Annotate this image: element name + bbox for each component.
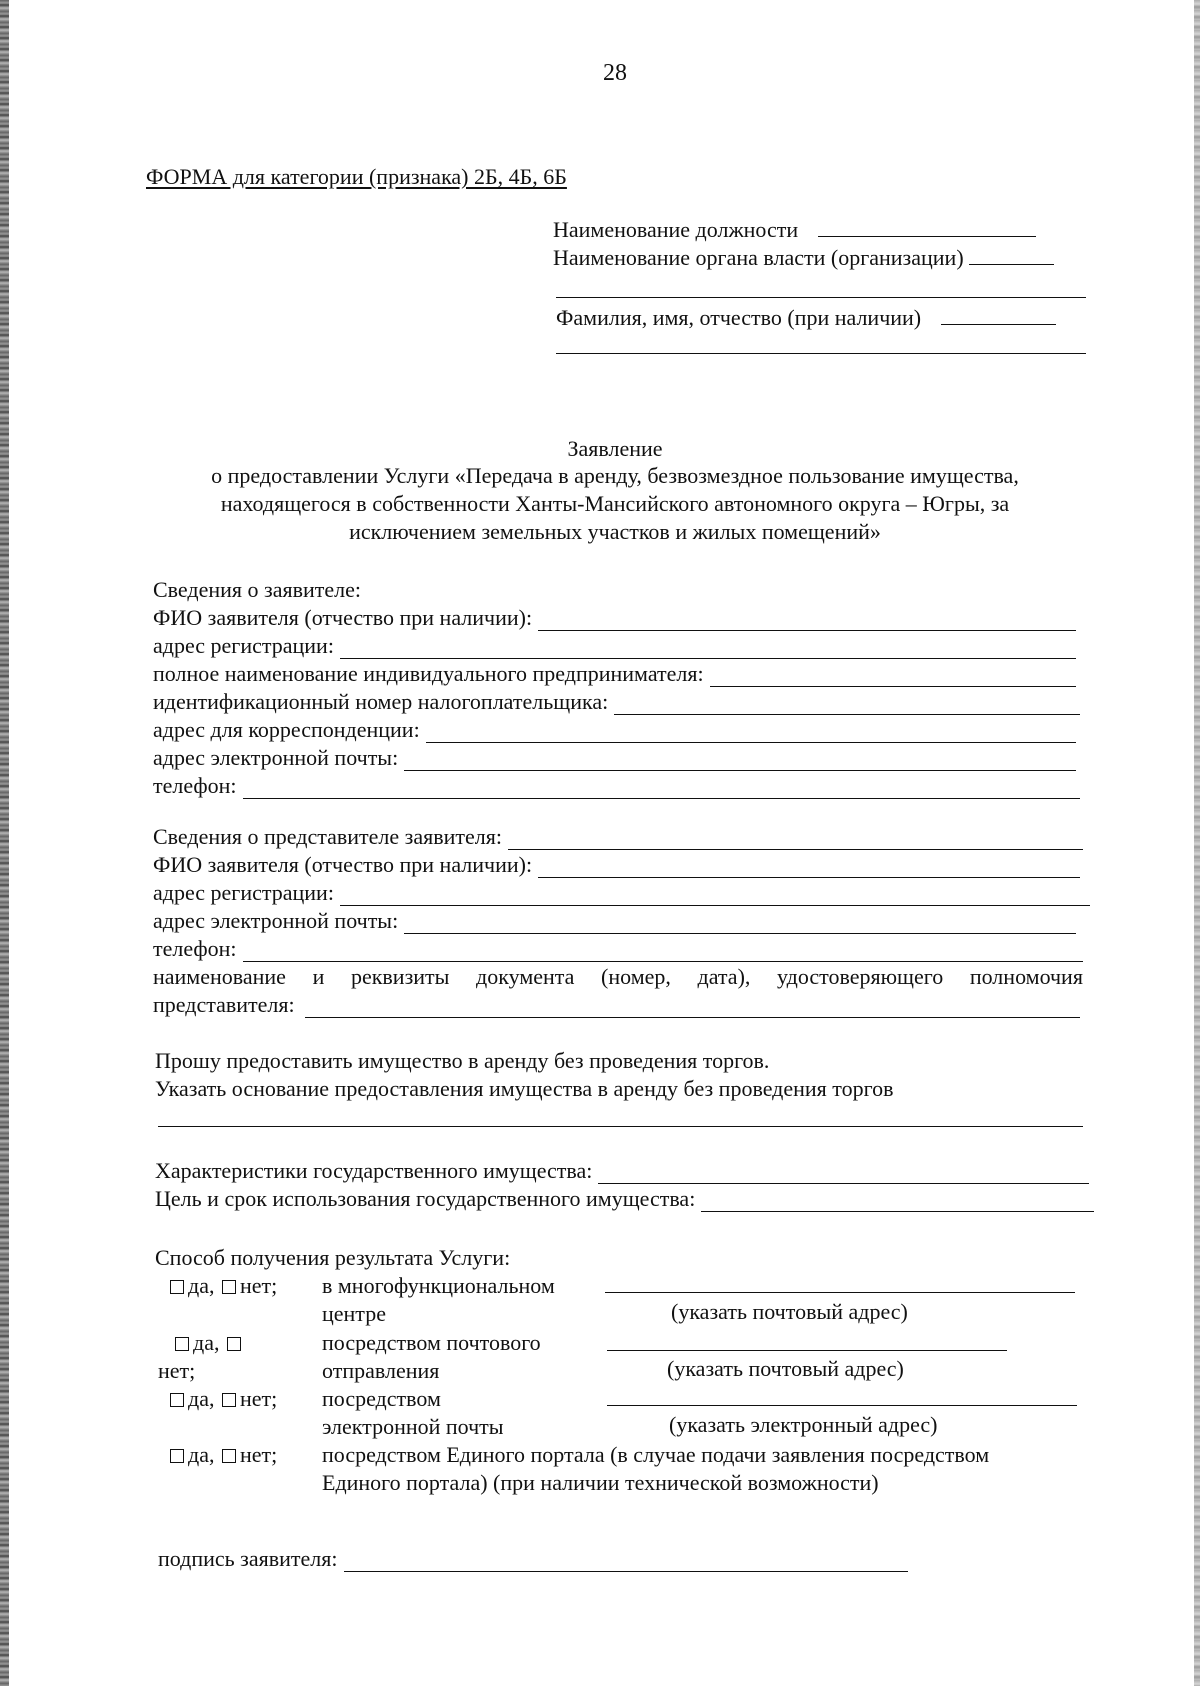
fio-label: Фамилия, имя, отчество (при наличии) (556, 305, 922, 330)
rep-doc-word: и (312, 964, 325, 989)
fio-field[interactable] (941, 304, 1056, 325)
opt3-line1: посредством (322, 1386, 441, 1411)
yes-label: да, (193, 1330, 220, 1355)
rep-reg-field[interactable] (340, 885, 1090, 906)
yes-label: да, (188, 1442, 215, 1467)
opt3-email-field[interactable] (607, 1405, 1077, 1406)
rep-doc-field[interactable] (305, 997, 1080, 1018)
opt3-hint: (указать электронный адрес) (669, 1412, 938, 1437)
request-basis-field[interactable] (158, 1126, 1083, 1127)
rep-doc-word: удостоверяющего (777, 964, 944, 989)
applicant-section-label: Сведения о заявителе: (153, 577, 362, 602)
authority-field[interactable] (969, 244, 1054, 265)
doc-subject-line3: исключением земельных участков и жилых помещений» (349, 519, 881, 544)
property-purpose-label: Цель и срок использования государственного имущества: (155, 1186, 696, 1211)
rep-phone-row (153, 936, 1083, 962)
opt4-yes-checkbox[interactable] (170, 1449, 184, 1463)
rep-phone-label: телефон: (153, 936, 237, 961)
fio-row (556, 304, 1056, 331)
applicant-ip-row (153, 661, 1076, 687)
rep-doc-label: представителя: (153, 992, 295, 1017)
applicant-phone-field[interactable] (243, 778, 1080, 799)
signature-row (158, 1546, 908, 1572)
authority-row (553, 244, 1054, 271)
opt2-line2: отправления (322, 1358, 440, 1383)
applicant-reg-field[interactable] (340, 638, 1076, 659)
authority-field-line2[interactable] (556, 297, 1086, 298)
opt2-no-label: нет; (158, 1358, 196, 1383)
opt2-yes-checkbox[interactable] (175, 1337, 189, 1351)
opt3-no-checkbox[interactable] (222, 1393, 236, 1407)
applicant-ip-label: полное наименование индивидуального предпринимателя: (153, 661, 704, 686)
applicant-phone-label: телефон: (153, 773, 237, 798)
no-label: нет; (239, 1273, 278, 1298)
opt1-choice (170, 1273, 277, 1299)
position-row (553, 216, 1036, 243)
property-purpose-row (155, 1186, 1094, 1212)
opt1-yes-checkbox[interactable] (170, 1280, 184, 1294)
applicant-inn-row (153, 689, 1080, 715)
applicant-corr-row (153, 717, 1076, 743)
form-category: ФОРМА для категории (признака) 2Б, 4Б, 6Б (146, 164, 567, 189)
page-number: 28 (603, 60, 627, 86)
opt1-hint: (указать почтовый адрес) (671, 1299, 908, 1324)
applicant-email-label: адрес электронной почты: (153, 745, 399, 770)
applicant-ip-field[interactable] (710, 666, 1076, 687)
rep-doc-word: (номер, (601, 964, 671, 989)
applicant-reg-row (153, 633, 1076, 659)
rep-doc-word: реквизиты (350, 964, 450, 989)
doc-subject-line1: о предоставлении Услуги «Передача в аренду, безвозмездное пользование имущества, (211, 463, 1019, 488)
applicant-email-row (153, 745, 1076, 771)
doc-heading: Заявление (567, 436, 663, 461)
opt1-line2: центре (322, 1301, 386, 1326)
doc-subject-line2: находящегося в собственности Ханты-Мансийского автономного округа – Югры, за (220, 491, 1010, 516)
rep-section-label: Сведения о представителе заявителя: (153, 824, 502, 849)
opt4-no-checkbox[interactable] (222, 1449, 236, 1463)
opt1-address-field[interactable] (605, 1292, 1075, 1293)
request-line2: Указать основание предоставления имущества в аренду без проведения торгов (155, 1076, 894, 1101)
opt3-line2: электронной почты (322, 1414, 504, 1439)
rep-email-row (153, 908, 1076, 934)
rep-doc-word: наименование (153, 964, 286, 989)
opt2-hint: (указать почтовый адрес) (667, 1356, 904, 1381)
fio-field-line2[interactable] (556, 353, 1086, 354)
position-field[interactable] (818, 216, 1036, 237)
property-purpose-field[interactable] (701, 1191, 1094, 1212)
yes-label: да, (188, 1386, 215, 1411)
rep-email-label: адрес электронной почты: (153, 908, 399, 933)
opt2-choice-line1 (175, 1330, 245, 1356)
rep-fio-label: ФИО заявителя (отчество при наличии): (153, 852, 533, 877)
applicant-reg-label: адрес регистрации: (153, 633, 334, 658)
applicant-inn-field[interactable] (614, 694, 1080, 715)
rep-doc-word: документа (476, 964, 575, 989)
applicant-fio-field[interactable] (538, 610, 1076, 631)
rep-doc-row (153, 992, 1080, 1018)
rep-fio-field[interactable] (538, 857, 1080, 878)
scan-left-edge (0, 0, 9, 1686)
opt2-address-field[interactable] (607, 1350, 1007, 1351)
opt1-no-checkbox[interactable] (222, 1280, 236, 1294)
no-label: нет; (239, 1442, 278, 1467)
opt3-yes-checkbox[interactable] (170, 1393, 184, 1407)
request-line1: Прошу предоставить имущество в аренду без проведения торгов. (155, 1048, 770, 1073)
signature-field[interactable] (344, 1551, 908, 1572)
opt2-line1: посредством почтового (322, 1330, 541, 1355)
rep-reg-row (153, 880, 1090, 906)
rep-email-field[interactable] (404, 913, 1076, 934)
opt4-choice (170, 1442, 277, 1468)
rep-reg-label: адрес регистрации: (153, 880, 334, 905)
opt2-no-checkbox[interactable] (227, 1337, 241, 1351)
applicant-email-field[interactable] (404, 750, 1076, 771)
property-char-row (155, 1158, 1089, 1184)
rep-fio-row (153, 852, 1080, 878)
authority-label: Наименование органа власти (организации) (553, 245, 964, 270)
opt4-line1: посредством Единого портала (в случае подачи заявления посредством (322, 1442, 990, 1467)
yes-label: да, (188, 1273, 215, 1298)
opt4-line2: Единого портала) (при наличии технической возможности) (322, 1470, 879, 1495)
position-label: Наименование должности (553, 217, 799, 242)
applicant-inn-label: идентификационный номер налогоплательщика: (153, 689, 609, 714)
rep-doc-word: дата), (697, 964, 751, 989)
rep-section-field[interactable] (508, 829, 1083, 850)
property-char-field[interactable] (598, 1163, 1089, 1184)
property-char-label: Характеристики государственного имущества: (155, 1158, 593, 1183)
rep-doc-word: полномочия (969, 964, 1083, 989)
applicant-fio-row (153, 605, 1076, 631)
applicant-phone-row (153, 773, 1080, 799)
applicant-corr-field[interactable] (426, 722, 1076, 743)
opt1-line1: в многофункциональном (322, 1273, 555, 1298)
signature-label: подпись заявителя: (158, 1546, 338, 1571)
scan-right-edge (1194, 0, 1200, 1686)
rep-section-row (153, 824, 1083, 850)
rep-doc-line1 (153, 964, 1083, 990)
result-label: Способ получения результата Услуги: (155, 1245, 511, 1270)
no-label: нет; (239, 1386, 278, 1411)
opt3-choice (170, 1386, 277, 1412)
applicant-corr-label: адрес для корреспонденции: (153, 717, 420, 742)
applicant-fio-label: ФИО заявителя (отчество при наличии): (153, 605, 533, 630)
rep-phone-field[interactable] (243, 941, 1083, 962)
